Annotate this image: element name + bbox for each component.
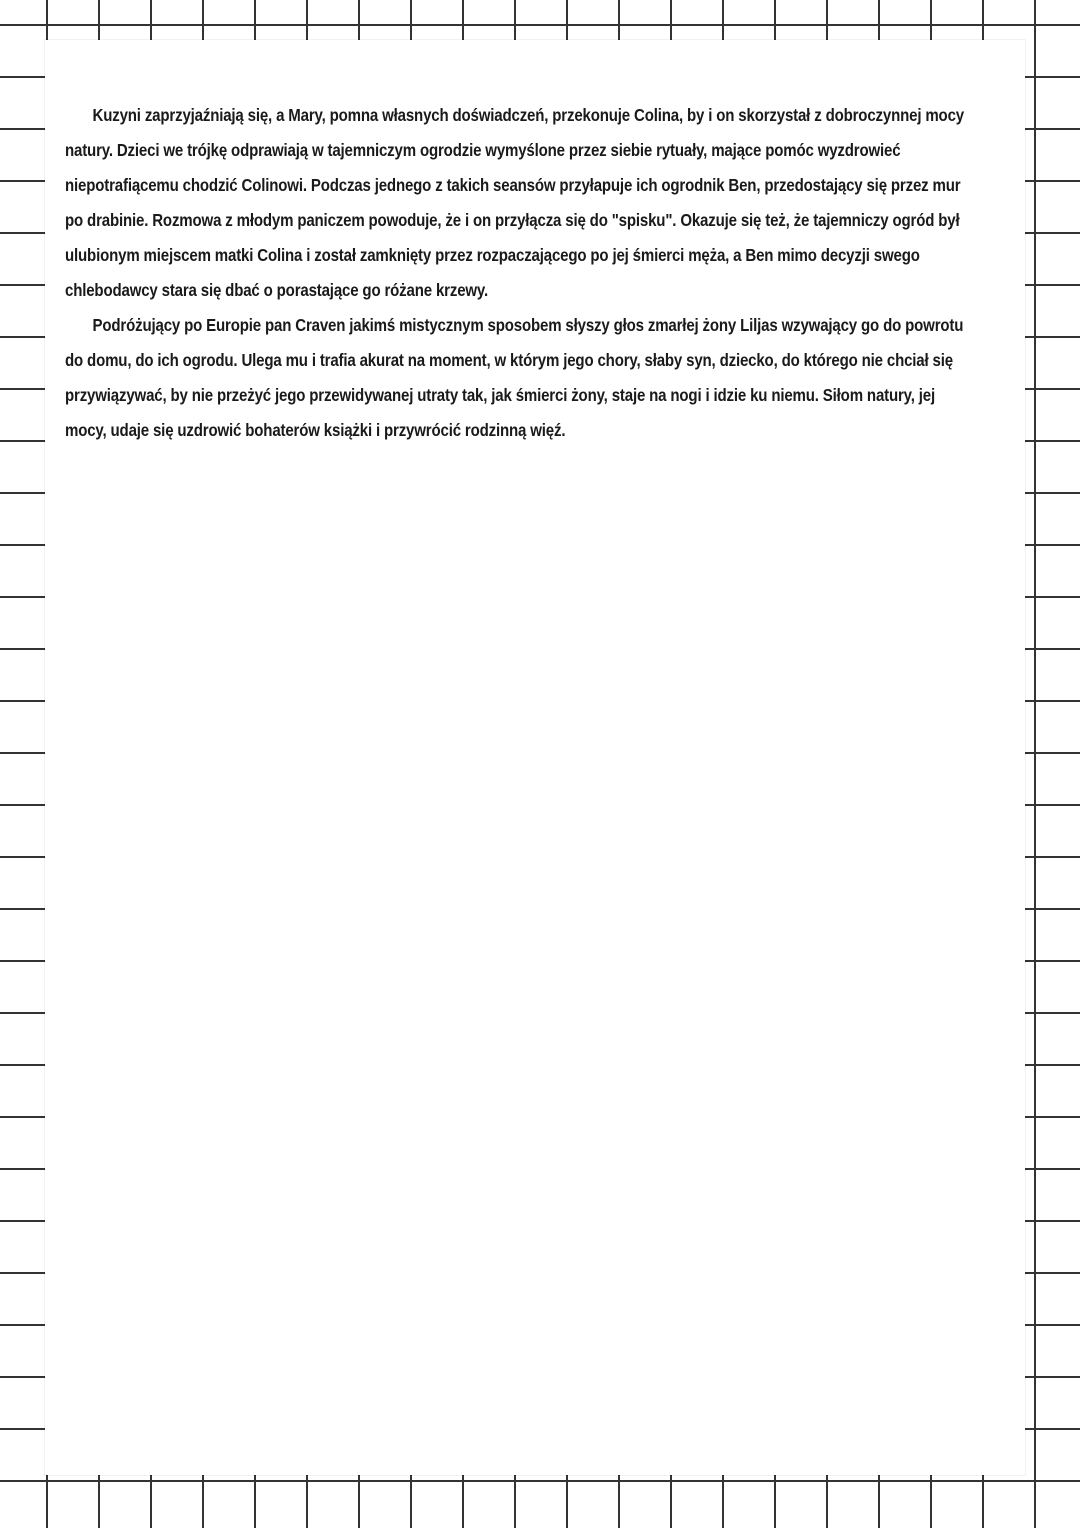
paragraph-1: Kuzyni zaprzyjaźniają się, a Mary, pomna własnych doświadczeń, przekonuje Colina, by i on skorzystał z dobroczynnej mocy natury. Dzieci we trójkę odprawiają w tajemniczym ogrodzie wymyślone przez siebie rytuały, mające pomóc wyzdrowieć niepotrafiącemu chodzić Colinowi. Podczas jednego z takich seansów przyłapuje ich ogrodnik Ben, przedostający się przez mur po drabinie. Rozmowa z młodym paniczem powoduje, że i on przyłącza się do "spisku". Okazuje się też, że tajemniczy ogród był ulubionym miejscem matki Colina i został zamknięty przez rozpaczającego po jej śmierci męża, a Ben mimo decyzji swego chlebodawcy stara się dbać o porastające go różane krzewy. (65, 105, 964, 300)
paragraph-2: Podróżujący po Europie pan Craven jakimś mistycznym sposobem słyszy głos zmarłej żony Liljas wzywający go do powrotu do domu, do ich ogrodu. Ulega mu i trafia akurat na moment, w którym jego chory, słaby syn, dziecko, do którego nie chciał się przywiązywać, by nie przeżyć jego przewidywanej utraty tak, jak śmierci żony, staje na nogi i idzie ku niemu. Siłom natury, jej mocy, udaje się uzdrowić bohaterów książki i przywrócić rodzinną więź. (65, 315, 964, 440)
document-page (45, 40, 1025, 1475)
